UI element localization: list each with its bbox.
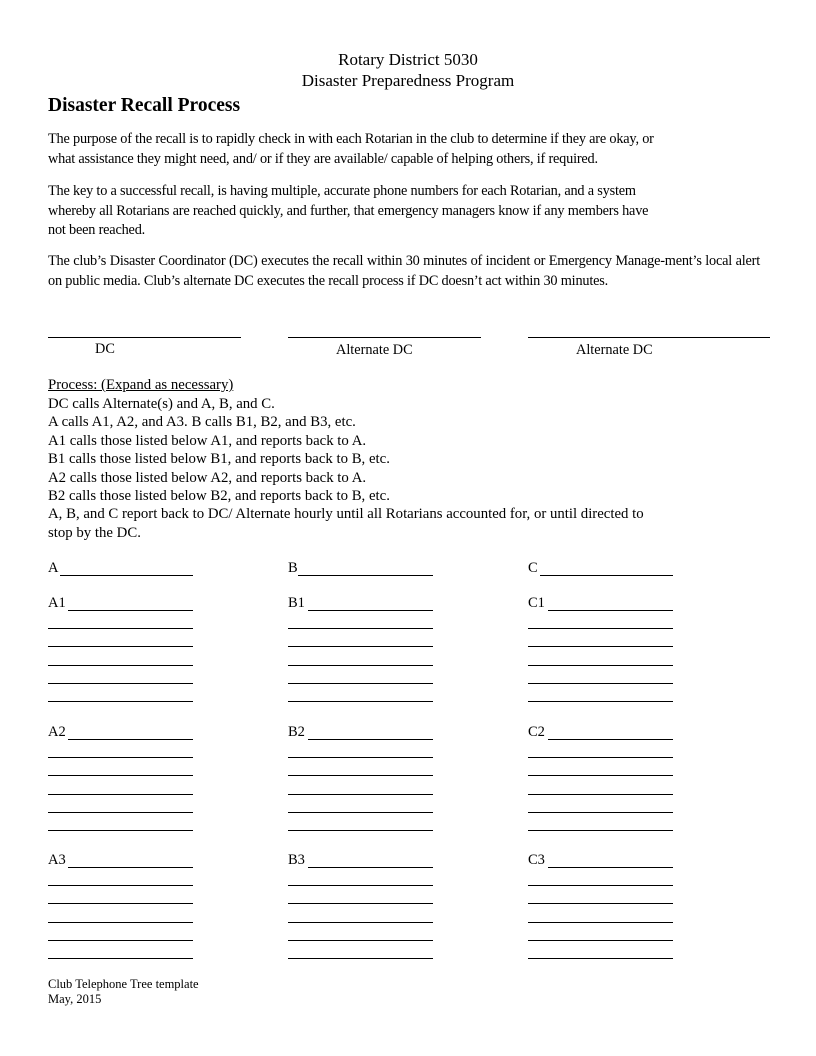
process-step: stop by the DC.: [48, 524, 141, 541]
tree-label-a: A: [48, 560, 59, 576]
member-line-c2[interactable]: [528, 830, 673, 831]
name-line-c2[interactable]: [548, 739, 673, 740]
member-line-c3[interactable]: [528, 940, 673, 941]
member-line-a2[interactable]: [48, 757, 193, 758]
purpose-line: what assistance they might need, and/ or if they are available/ capable of helping others, if required.: [48, 150, 598, 167]
process-step: DC calls Alternate(s) and A, B, and C.: [48, 396, 275, 412]
name-line-a3[interactable]: [68, 867, 193, 868]
alternate-dc-label: Alternate DC: [336, 342, 413, 358]
purpose-paragraph: [48, 130, 760, 169]
member-line-a2[interactable]: [48, 794, 193, 795]
member-line-a3[interactable]: [48, 940, 193, 941]
tree-label-b2: B2: [288, 724, 305, 740]
purpose-line: The purpose of the recall is to rapidly check in with each Rotarian in the club to determine if they are okay, or: [48, 131, 654, 147]
member-line-c3[interactable]: [528, 922, 673, 923]
key-line: The key to a successful recall, is having multiple, accurate phone numbers for each Rotarian, and a system: [48, 183, 636, 199]
process-step: A calls A1, A2, and A3. B calls B1, B2, and B3, etc.: [48, 414, 356, 431]
member-line-b1[interactable]: [288, 683, 433, 684]
footer-template-name: Club Telephone Tree template: [48, 977, 199, 991]
member-line-b2[interactable]: [288, 794, 433, 795]
member-line-c3[interactable]: [528, 958, 673, 959]
member-line-a3[interactable]: [48, 903, 193, 904]
member-line-a1[interactable]: [48, 646, 193, 647]
member-line-c3[interactable]: [528, 885, 673, 886]
member-line-b3[interactable]: [288, 958, 433, 959]
member-line-c2[interactable]: [528, 812, 673, 813]
member-line-a2[interactable]: [48, 775, 193, 776]
member-line-b2[interactable]: [288, 812, 433, 813]
tree-label-a2: A2: [48, 724, 66, 740]
dc-signature-line[interactable]: [48, 337, 241, 338]
member-line-b2[interactable]: [288, 775, 433, 776]
member-line-c1[interactable]: [528, 665, 673, 666]
member-line-b3[interactable]: [288, 885, 433, 886]
name-line-b2[interactable]: [308, 739, 433, 740]
key-paragraph: [48, 182, 760, 241]
member-line-c1[interactable]: [528, 683, 673, 684]
name-line-c[interactable]: [540, 575, 673, 576]
member-line-a1[interactable]: [48, 628, 193, 629]
name-line-c3[interactable]: [548, 867, 673, 868]
member-line-a1[interactable]: [48, 683, 193, 684]
member-line-b2[interactable]: [288, 757, 433, 758]
program-title: Disaster Preparedness Program: [301, 71, 515, 90]
alternate-dc-signature-line[interactable]: [288, 337, 481, 338]
alternate-dc-label: Alternate DC: [576, 342, 653, 358]
tree-label-a3: A3: [48, 852, 66, 868]
dc-label: DC: [95, 341, 115, 357]
name-line-b3[interactable]: [308, 867, 433, 868]
process-step: A1 calls those listed below A1, and reports back to A.: [48, 432, 367, 449]
member-line-c1[interactable]: [528, 646, 673, 647]
member-line-c3[interactable]: [528, 903, 673, 904]
member-line-c1[interactable]: [528, 628, 673, 629]
member-line-a3[interactable]: [48, 958, 193, 959]
process-title: Process: (Expand as necessary): [48, 377, 234, 393]
coordinator-paragraph: The club’s Disaster Coordinator (DC) executes the recall within 30 minutes of incident or Emergency Manage-ment’s local alert on public media. Club’s alternate DC executes the recall process if DC doesn’t act within 30 minutes.: [48, 253, 760, 289]
member-line-a3[interactable]: [48, 922, 193, 923]
member-line-a3[interactable]: [48, 885, 193, 886]
tree-label-c2: C2: [528, 724, 545, 740]
section-heading: Disaster Recall Process: [48, 95, 241, 116]
key-line: whereby all Rotarians are reached quickly, and further, that emergency managers know if any members have: [48, 202, 649, 219]
member-line-b1[interactable]: [288, 665, 433, 666]
name-line-a1[interactable]: [68, 610, 193, 611]
member-line-b3[interactable]: [288, 922, 433, 923]
process-step: B2 calls those listed below B2, and reports back to B, etc.: [48, 488, 390, 505]
alternate-dc-signature-line[interactable]: [528, 337, 770, 338]
member-line-b2[interactable]: [288, 830, 433, 831]
name-line-a2[interactable]: [68, 739, 193, 740]
member-line-a1[interactable]: [48, 665, 193, 666]
tree-label-c: C: [528, 560, 538, 576]
name-line-b[interactable]: [298, 575, 433, 576]
tree-label-b3: B3: [288, 852, 305, 868]
tree-label-c1: C1: [528, 595, 545, 611]
footer-date: May, 2015: [48, 992, 102, 1006]
tree-label-c3: C3: [528, 852, 545, 868]
member-line-b3[interactable]: [288, 940, 433, 941]
name-line-a[interactable]: [60, 575, 193, 576]
member-line-a1[interactable]: [48, 701, 193, 702]
member-line-b3[interactable]: [288, 903, 433, 904]
tree-label-b1: B1: [288, 595, 305, 611]
member-line-a2[interactable]: [48, 830, 193, 831]
tree-label-b: B: [288, 560, 298, 576]
name-line-b1[interactable]: [308, 610, 433, 611]
member-line-b1[interactable]: [288, 628, 433, 629]
tree-label-a1: A1: [48, 595, 66, 611]
member-line-c2[interactable]: [528, 757, 673, 758]
member-line-a2[interactable]: [48, 812, 193, 813]
member-line-b1[interactable]: [288, 701, 433, 702]
key-line: not been reached.: [48, 222, 146, 238]
member-line-c2[interactable]: [528, 794, 673, 795]
process-step: B1 calls those listed below B1, and reports back to B, etc.: [48, 451, 390, 468]
member-line-c1[interactable]: [528, 701, 673, 702]
member-line-b1[interactable]: [288, 646, 433, 647]
process-step: A2 calls those listed below A2, and reports back to A.: [48, 469, 367, 486]
member-line-c2[interactable]: [528, 775, 673, 776]
district-title: Rotary District 5030: [338, 50, 478, 69]
process-steps: [48, 395, 768, 542]
name-line-c1[interactable]: [548, 610, 673, 611]
process-step: A, B, and C report back to DC/ Alternate hourly until all Rotarians accounted for, or until directed to: [48, 506, 644, 523]
